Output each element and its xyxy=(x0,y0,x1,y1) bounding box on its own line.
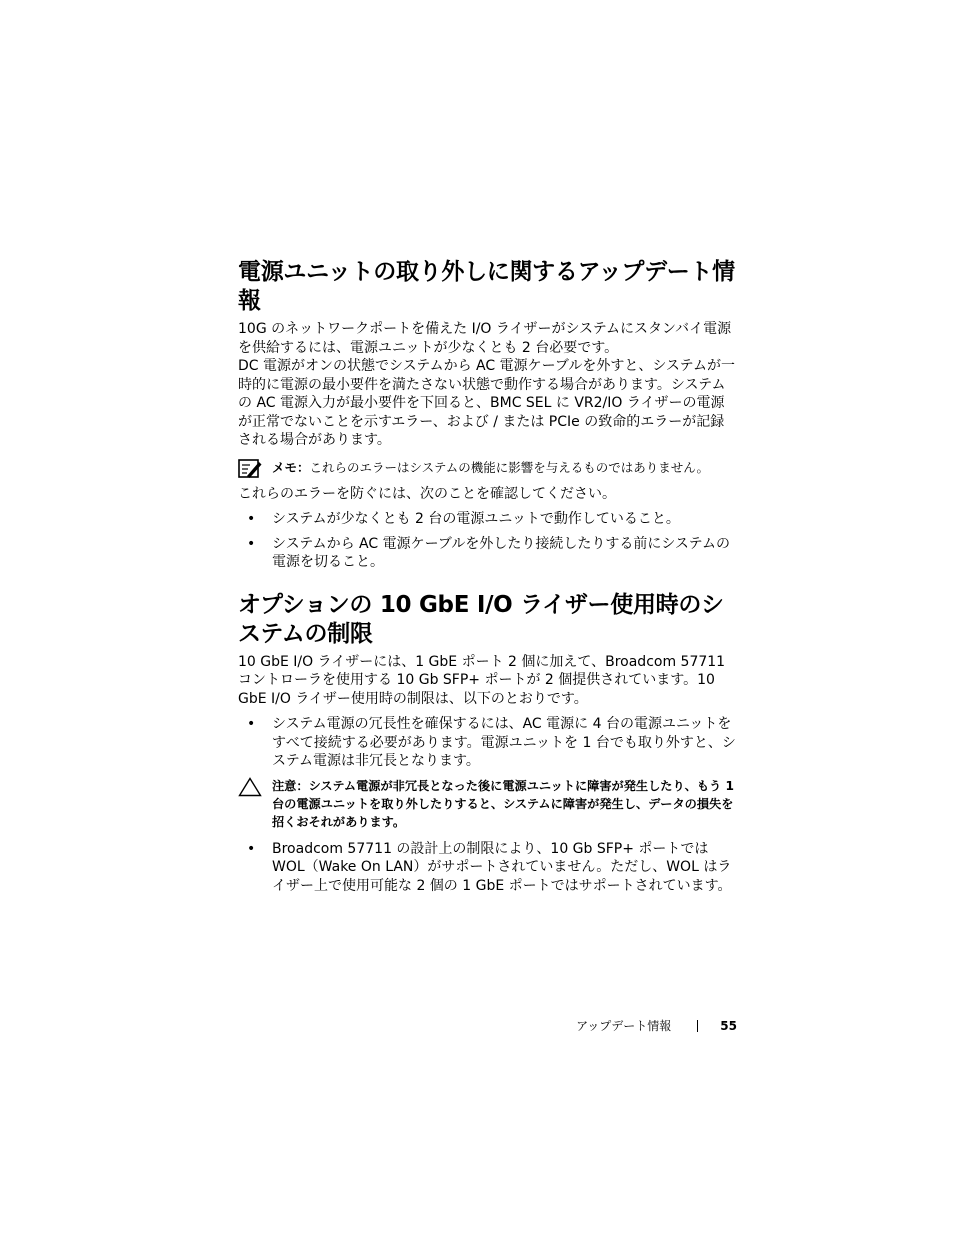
footer-title: アップデート情報 xyxy=(576,1019,672,1033)
bullet-icon: • xyxy=(247,840,256,857)
bullet-icon: • xyxy=(247,535,256,552)
prevention-list xyxy=(238,510,738,572)
paragraph-prevention-intro: これらのエラーを防ぐには、次のことを確認してください。 xyxy=(238,485,616,502)
caution-box xyxy=(238,777,738,831)
caution-triangle-icon xyxy=(238,777,262,797)
list-item: • システム電源の冗長性を確保するには、AC 電源に 4 台の電源ユニットをすべて接続する必要があります。電源ユニットを 1 台でも取り外すと、システム電源は非冗長となります。 xyxy=(247,716,736,769)
page-footer xyxy=(500,1018,737,1034)
paragraph-dc-power: DC 電源がオンの状態でシステムから AC 電源ケーブルを外すと、システムが一時的に電源の最小要件を満たさない状態で動作する場合があります。システムの AC 電源入力が最小要件を下回ると、BMC SEL に VR2/IO ライザーの電源が正常でないことを示すエラー、および / または PCIe の致命的エラーが記録される場合があります。 xyxy=(238,358,735,448)
bullet-icon: • xyxy=(247,716,256,732)
section-heading-riser: オプションの 10 GbE I/O ライザー使用時のシステムの制限 xyxy=(238,591,724,647)
note-label: メモ： xyxy=(272,459,310,475)
riser-list-2 xyxy=(238,840,738,896)
note-text: これらのエラーはシステムの機能に影響を与えるものではありません。 xyxy=(309,459,710,475)
riser-list-1 xyxy=(238,715,738,771)
list-item: • システムが少なくとも 2 台の電源ユニットで動作していること。 xyxy=(247,511,680,527)
page-number: 55 xyxy=(720,1019,737,1033)
caution-text: システム電源が非冗長となった後に電源ユニットに障害が発生したり、もう 1 台の電源ユニットを取り外したりすると、システムに障害が発生し、データの損失を招くおそれがあります。 xyxy=(272,778,734,829)
list-item: • Broadcom 57711 の設計上の制限により、10 Gb SFP+ ポートでは WOL（Wake On LAN）がサポートされていません。ただし、WOL はライザー上で使用可能な 2 個の 1 GbE ポートではサポートされています。 xyxy=(247,840,732,894)
note-box xyxy=(238,459,738,476)
caution-label: 注意： xyxy=(272,778,309,793)
paragraph-riser-intro: 10 GbE I/O ライザーには、1 GbE ポート 2 個に加えて、Broadcom 57711 コントローラを使用する 10 Gb SFP+ ポートが 2 個提供されています。10 GbE I/O ライザー使用時の制限は、以下のとおりです。 xyxy=(238,653,726,707)
list-item: • システムから AC 電源ケーブルを外したり接続したりする前にシステムの電源を切ること。 xyxy=(247,535,730,570)
footer-divider xyxy=(697,1020,698,1032)
page-content xyxy=(238,258,738,901)
pencil-note-icon xyxy=(238,459,262,479)
paragraph-standby-power: 10G のネットワークポートを備えた I/O ライザーがシステムにスタンバイ電源を供給するには、電源ユニットが少なくとも 2 台必要です。 xyxy=(238,321,732,356)
bullet-icon: • xyxy=(247,511,256,527)
section-heading-psu: 電源ユニットの取り外しに関するアップデート情報 xyxy=(238,259,735,314)
